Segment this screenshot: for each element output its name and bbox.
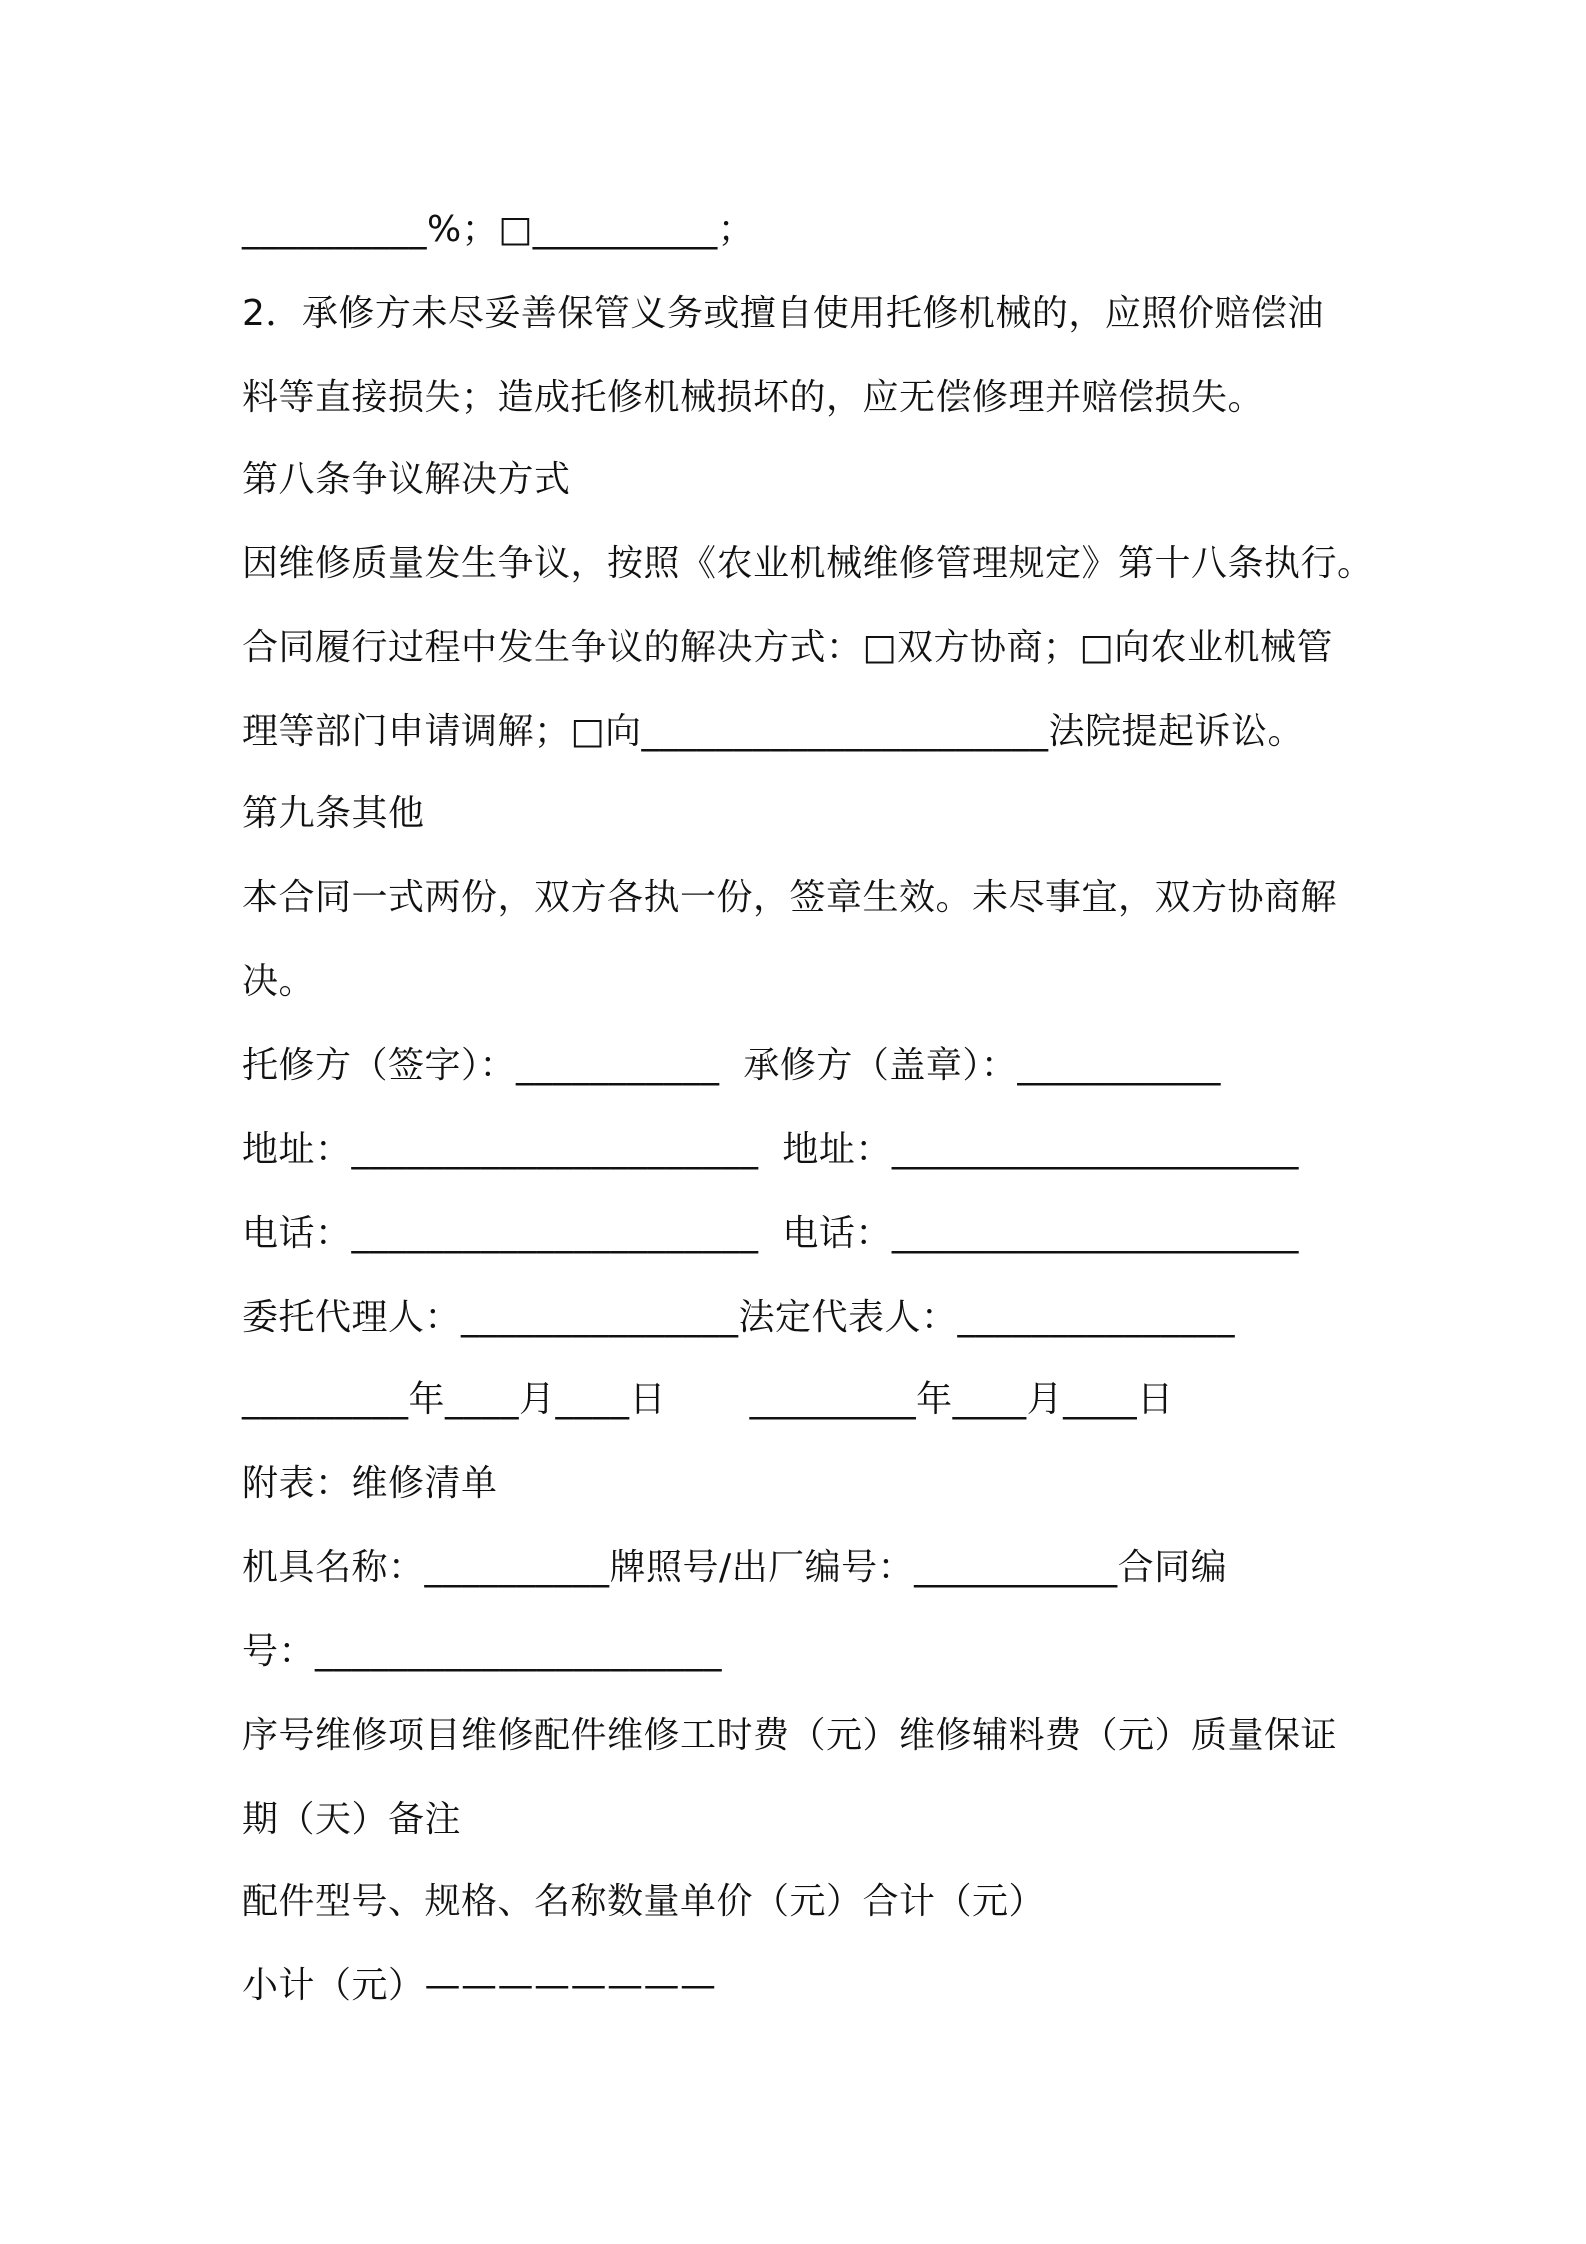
text-line-clause-2-cont: 料等直接损失；造成托修机械损坏的，应无偿修理并赔偿损失。 [242, 377, 1265, 418]
table-header-line: 序号维修项目维修配件维修工时费（元）维修辅料费（元）质量保证 [242, 1715, 1338, 1756]
heading-article-8: 第八条争议解决方式 [242, 459, 571, 500]
phone-line: 电话：______________________ 电话：______________________ [242, 1213, 1299, 1254]
text-line-dispute-resolution-cont: 理等部门申请调解；□向______________________法院提起诉讼。 [242, 711, 1305, 752]
text-line-penalty-rate: __________%；□__________； [242, 209, 755, 250]
subtotal-line: 小计（元）———————— [242, 1965, 717, 2006]
text-line-quality-dispute: 因维修质量发生争议，按照《农业机械维修管理规定》第十八条执行。 [242, 543, 1374, 584]
date-line: _________年____月____日 _________年____月____日 [242, 1379, 1174, 1420]
text-line-dispute-resolution: 合同履行过程中发生争议的解决方式：□双方协商；□向农业机械管 [242, 627, 1334, 668]
text-line-machine-info: 机具名称：__________牌照号/出厂编号：___________合同编 [242, 1547, 1228, 1588]
text-line-copies-cont: 决。 [242, 961, 316, 1002]
heading-appendix: 附表：维修清单 [242, 1463, 498, 1504]
text-line-clause-2: 2．承修方未尽妥善保管义务或擅自使用托修机械的，应照价赔偿油 [242, 293, 1324, 334]
signature-line: 托修方（签字）：___________ 承修方（盖章）：___________ [242, 1045, 1221, 1086]
heading-article-9: 第九条其他 [242, 793, 425, 834]
text-line-contract-number: 号：______________________ [242, 1631, 723, 1672]
parts-header-line: 配件型号、规格、名称数量单价（元）合计（元） [242, 1881, 1046, 1922]
text-line-copies: 本合同一式两份，双方各执一份，签章生效。未尽事宜，双方协商解 [242, 877, 1338, 918]
address-line: 地址：______________________ 地址：______________________ [242, 1129, 1299, 1170]
agent-representative-line: 委托代理人：_______________法定代表人：_______________ [242, 1297, 1236, 1338]
table-header-line-cont: 期（天）备注 [242, 1799, 462, 1840]
